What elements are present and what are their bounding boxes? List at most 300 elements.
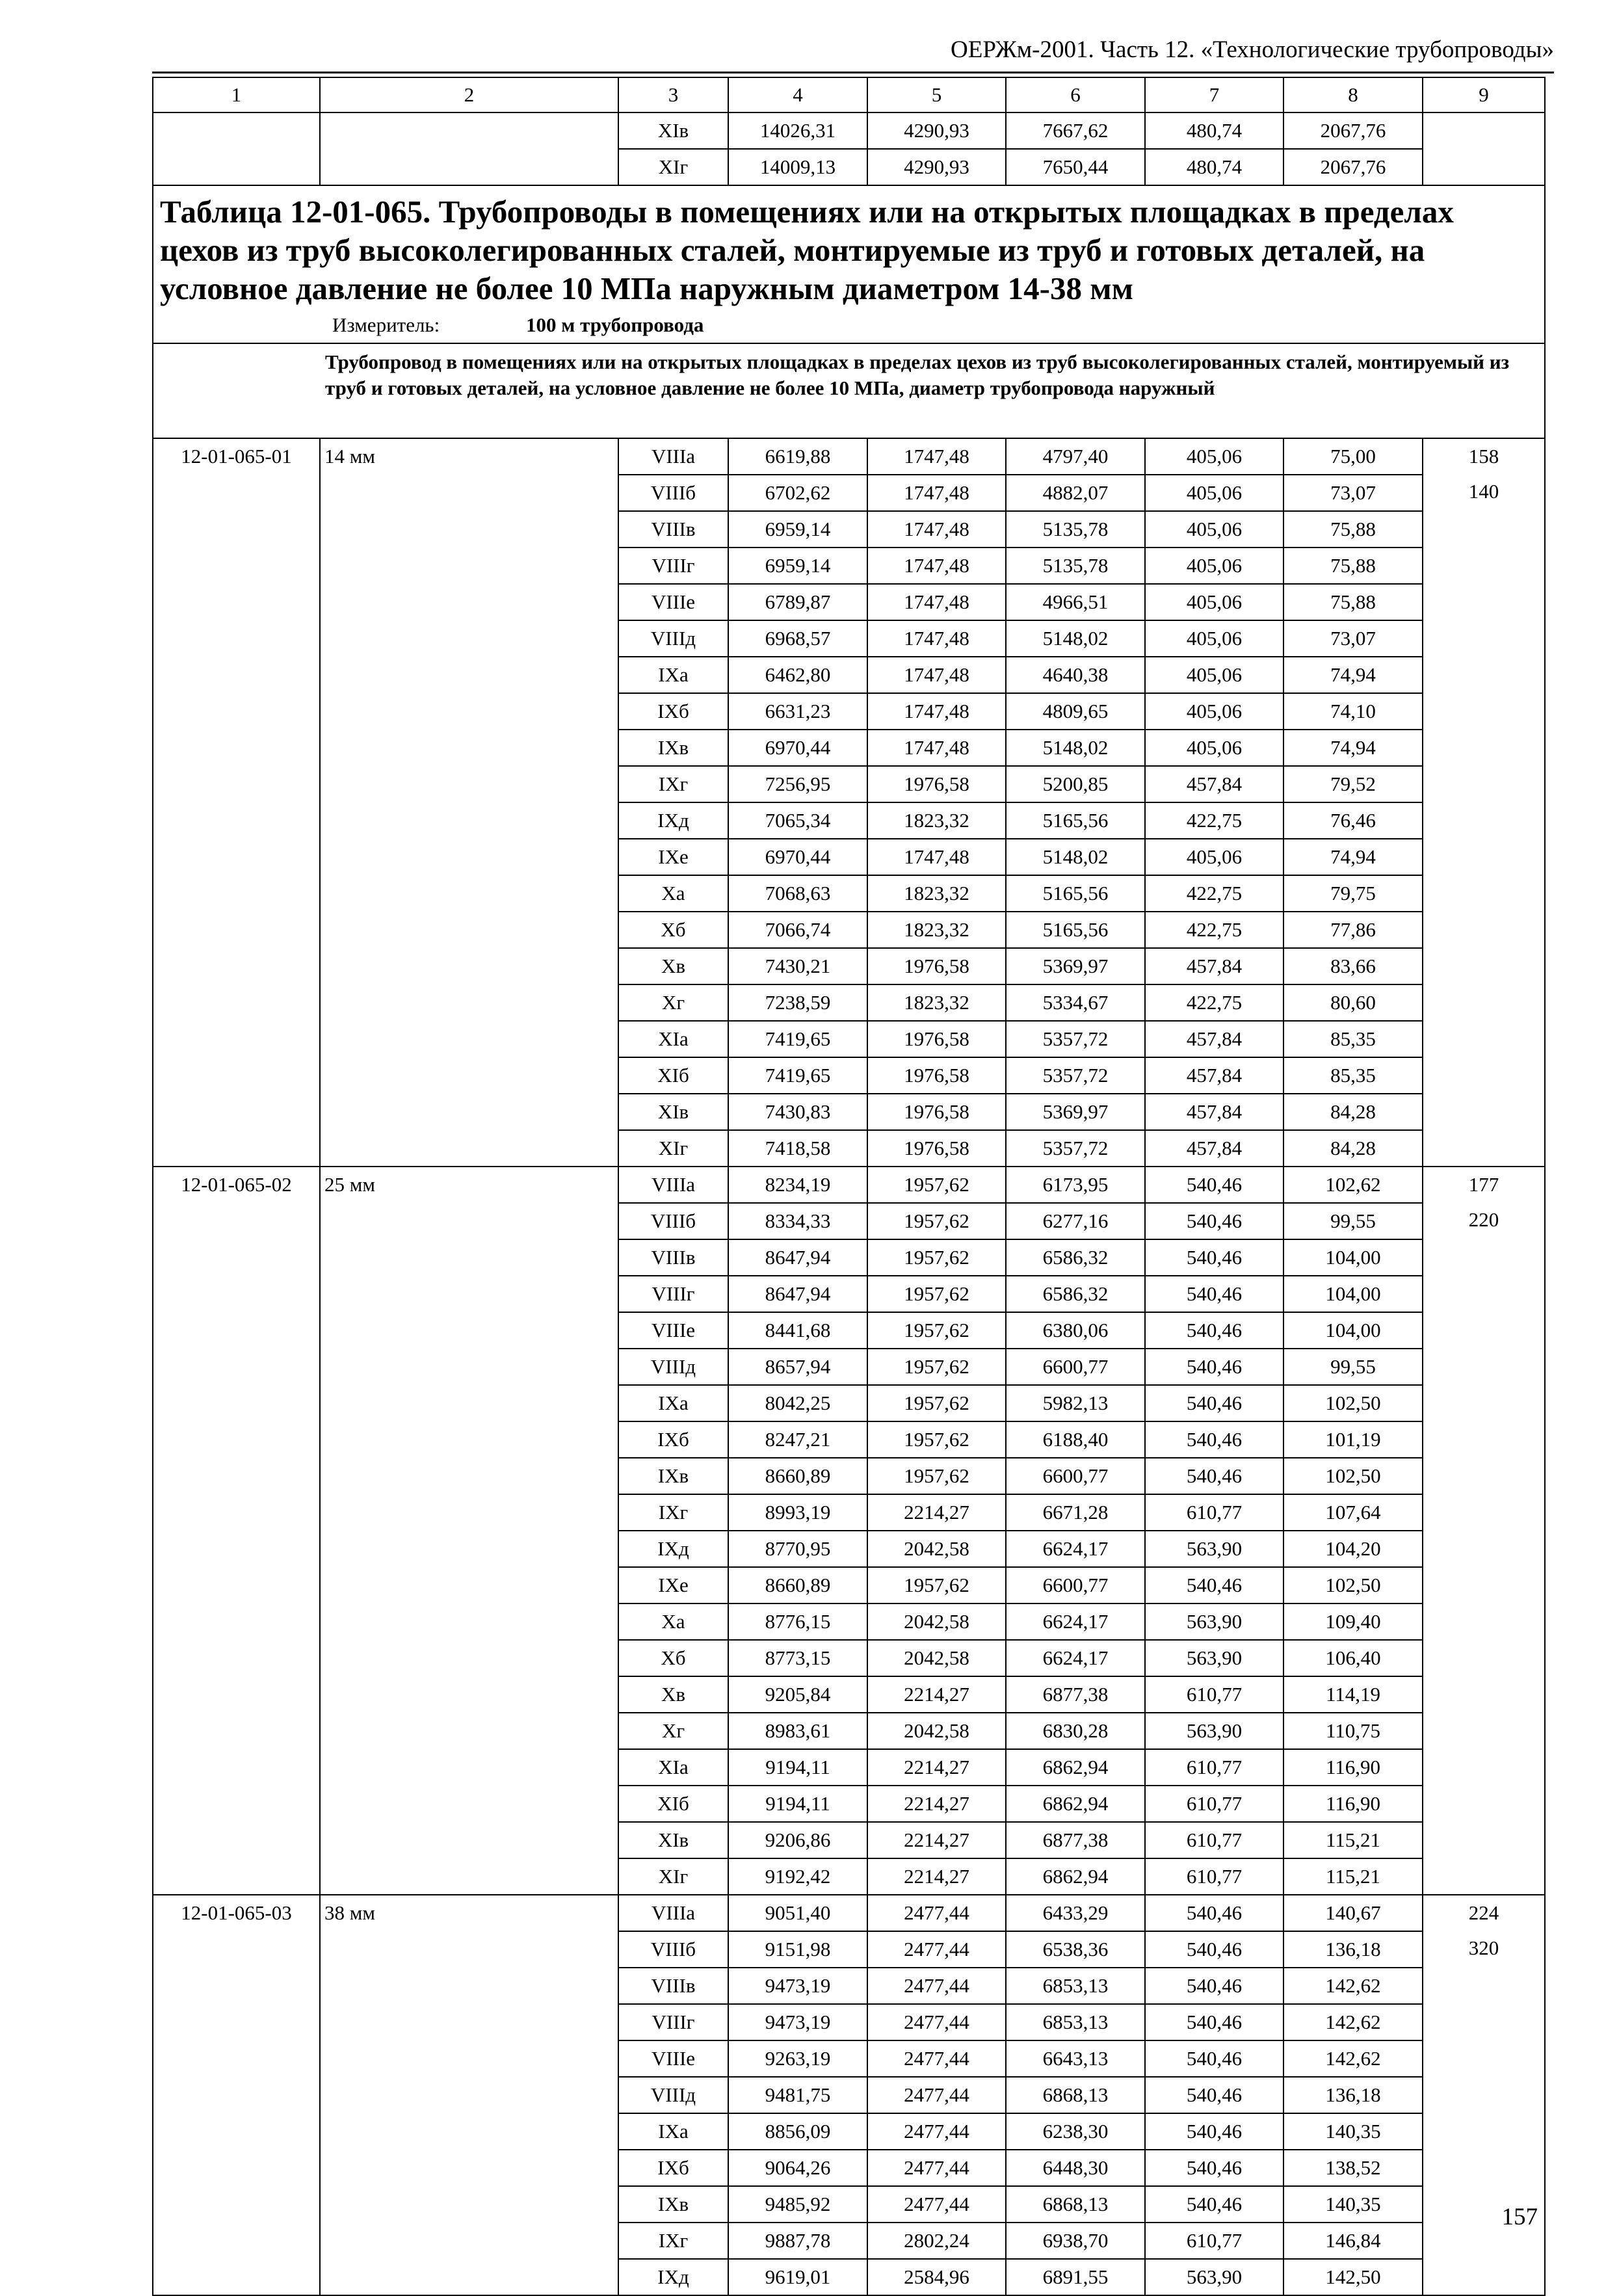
cost-operators-pay: 457,84 bbox=[1145, 1130, 1283, 1167]
pipe-diameter: 14 мм bbox=[320, 438, 618, 1167]
labor-hours-value: 158 bbox=[1468, 445, 1499, 468]
cost-total: 9473,19 bbox=[728, 1968, 867, 2004]
labor-hours-value: 177 bbox=[1468, 1173, 1499, 1196]
cost-operators-pay: 405,06 bbox=[1145, 548, 1283, 584]
pipe-class: XIв bbox=[618, 1822, 728, 1858]
cost-machines: 5369,97 bbox=[1006, 948, 1145, 984]
cost-labor: 2477,44 bbox=[867, 2186, 1006, 2223]
cost-operators-pay: 563,90 bbox=[1145, 2259, 1283, 2295]
pipe-class: VIIIа bbox=[618, 438, 728, 475]
cost-materials: 74,94 bbox=[1283, 657, 1423, 693]
pipe-class: VIIIг bbox=[618, 2004, 728, 2040]
cost-operators-pay: 480,74 bbox=[1145, 112, 1283, 149]
cost-machines: 6600,77 bbox=[1006, 1349, 1145, 1385]
cost-total: 8334,33 bbox=[728, 1203, 867, 1239]
labor-hours bbox=[1423, 438, 1545, 1167]
cost-operators-pay: 540,46 bbox=[1145, 1349, 1283, 1385]
cost-materials: 140,67 bbox=[1283, 1895, 1423, 1931]
cost-materials: 85,35 bbox=[1283, 1057, 1423, 1094]
cost-materials: 110,75 bbox=[1283, 1713, 1423, 1749]
cost-labor: 1957,62 bbox=[867, 1349, 1006, 1385]
cost-labor: 1747,48 bbox=[867, 438, 1006, 475]
cost-materials: 106,40 bbox=[1283, 1640, 1423, 1676]
rate-code: 12-01-065-02 bbox=[153, 1167, 320, 1895]
cost-total: 7068,63 bbox=[728, 875, 867, 912]
cost-operators-pay: 540,46 bbox=[1145, 1931, 1283, 1968]
cost-operators-pay: 405,06 bbox=[1145, 511, 1283, 548]
cost-machines: 6891,55 bbox=[1006, 2259, 1145, 2295]
cost-operators-pay: 405,06 bbox=[1145, 620, 1283, 657]
cost-materials: 114,19 bbox=[1283, 1676, 1423, 1713]
cost-machines: 6448,30 bbox=[1006, 2150, 1145, 2186]
cost-machines: 6830,28 bbox=[1006, 1713, 1145, 1749]
cost-operators-pay: 405,06 bbox=[1145, 730, 1283, 766]
rate-code: 12-01-065-01 bbox=[153, 438, 320, 1167]
pipe-class: XIа bbox=[618, 1749, 728, 1786]
cost-total: 9194,11 bbox=[728, 1749, 867, 1786]
pipe-class: Xа bbox=[618, 875, 728, 912]
cost-machines: 6862,94 bbox=[1006, 1749, 1145, 1786]
pipe-class: VIIIг bbox=[618, 548, 728, 584]
pipe-class: VIIIб bbox=[618, 1931, 728, 1968]
description-row bbox=[153, 343, 1545, 438]
cost-machines: 6877,38 bbox=[1006, 1822, 1145, 1858]
cost-labor: 1957,62 bbox=[867, 1276, 1006, 1312]
cost-total: 7419,65 bbox=[728, 1057, 867, 1094]
cost-total: 8441,68 bbox=[728, 1312, 867, 1349]
cost-operators-pay: 540,46 bbox=[1145, 2004, 1283, 2040]
column-number: 3 bbox=[618, 77, 728, 112]
cost-total: 6462,80 bbox=[728, 657, 867, 693]
cost-machines: 5135,78 bbox=[1006, 511, 1145, 548]
cost-operators-pay: 540,46 bbox=[1145, 2150, 1283, 2186]
pipe-class: VIIIб bbox=[618, 1203, 728, 1239]
cost-operators-pay: 422,75 bbox=[1145, 984, 1283, 1021]
cost-operators-pay: 540,46 bbox=[1145, 1239, 1283, 1276]
cost-total: 9206,86 bbox=[728, 1822, 867, 1858]
cost-machines: 6173,95 bbox=[1006, 1167, 1145, 1203]
cost-labor: 2584,96 bbox=[867, 2259, 1006, 2295]
cost-labor: 1957,62 bbox=[867, 1203, 1006, 1239]
header-rule bbox=[152, 72, 1554, 73]
cost-operators-pay: 457,84 bbox=[1145, 766, 1283, 802]
cost-total: 9205,84 bbox=[728, 1676, 867, 1713]
cost-machines: 6938,70 bbox=[1006, 2223, 1145, 2259]
cost-machines: 6600,77 bbox=[1006, 1458, 1145, 1494]
cost-total: 8856,09 bbox=[728, 2113, 867, 2150]
cost-operators-pay: 480,74 bbox=[1145, 149, 1283, 185]
page-number: 157 bbox=[1501, 2204, 1538, 2230]
cost-total: 14026,31 bbox=[728, 112, 867, 149]
cost-materials: 2067,76 bbox=[1283, 149, 1423, 185]
cost-labor: 1957,62 bbox=[867, 1385, 1006, 1421]
labor-hours-value: 320 bbox=[1468, 1936, 1499, 1959]
pipe-class: XIв bbox=[618, 112, 728, 149]
pipe-class: XIг bbox=[618, 1858, 728, 1895]
cost-machines: 6853,13 bbox=[1006, 1968, 1145, 2004]
pipe-class: IXб bbox=[618, 693, 728, 730]
cost-machines: 7667,62 bbox=[1006, 112, 1145, 149]
table-title-cell bbox=[153, 185, 1545, 343]
cost-operators-pay: 563,90 bbox=[1145, 1640, 1283, 1676]
cost-materials: 107,64 bbox=[1283, 1494, 1423, 1531]
cost-machines: 5982,13 bbox=[1006, 1385, 1145, 1421]
pipe-class: Xб bbox=[618, 912, 728, 948]
cost-total: 6631,23 bbox=[728, 693, 867, 730]
cost-labor: 4290,93 bbox=[867, 112, 1006, 149]
cost-operators-pay: 405,06 bbox=[1145, 657, 1283, 693]
cost-labor: 1957,62 bbox=[867, 1567, 1006, 1603]
cost-materials: 74,10 bbox=[1283, 693, 1423, 730]
continued-table-row bbox=[153, 112, 1545, 149]
pipe-class: Xг bbox=[618, 1713, 728, 1749]
cost-operators-pay: 457,84 bbox=[1145, 948, 1283, 984]
cost-operators-pay: 540,46 bbox=[1145, 1895, 1283, 1931]
cost-operators-pay: 405,06 bbox=[1145, 438, 1283, 475]
cost-total: 9485,92 bbox=[728, 2186, 867, 2223]
cost-labor: 2802,24 bbox=[867, 2223, 1006, 2259]
cost-materials: 146,84 bbox=[1283, 2223, 1423, 2259]
cost-materials: 115,21 bbox=[1283, 1858, 1423, 1895]
cost-total: 9473,19 bbox=[728, 2004, 867, 2040]
cost-operators-pay: 540,46 bbox=[1145, 2077, 1283, 2113]
cost-labor: 2214,27 bbox=[867, 1786, 1006, 1822]
labor-hours bbox=[1423, 112, 1545, 185]
pipe-class: VIIIв bbox=[618, 1968, 728, 2004]
pipe-class: IXа bbox=[618, 1385, 728, 1421]
cost-machines: 6586,32 bbox=[1006, 1276, 1145, 1312]
cost-machines: 6868,13 bbox=[1006, 2077, 1145, 2113]
cost-labor: 1957,62 bbox=[867, 1167, 1006, 1203]
cost-total: 6959,14 bbox=[728, 548, 867, 584]
cost-operators-pay: 422,75 bbox=[1145, 802, 1283, 839]
cost-labor: 2042,58 bbox=[867, 1603, 1006, 1640]
cost-labor: 2477,44 bbox=[867, 2040, 1006, 2077]
cost-materials: 75,88 bbox=[1283, 511, 1423, 548]
cost-machines: 4797,40 bbox=[1006, 438, 1145, 475]
cost-total: 6959,14 bbox=[728, 511, 867, 548]
cost-total: 8234,19 bbox=[728, 1167, 867, 1203]
cost-machines: 6238,30 bbox=[1006, 2113, 1145, 2150]
cost-total: 8660,89 bbox=[728, 1458, 867, 1494]
cost-machines: 6853,13 bbox=[1006, 2004, 1145, 2040]
cost-operators-pay: 540,46 bbox=[1145, 1276, 1283, 1312]
pipe-class: Xв bbox=[618, 948, 728, 984]
cost-machines: 5148,02 bbox=[1006, 730, 1145, 766]
cost-total: 9887,78 bbox=[728, 2223, 867, 2259]
cost-operators-pay: 422,75 bbox=[1145, 912, 1283, 948]
cost-labor: 2477,44 bbox=[867, 2113, 1006, 2150]
cost-total: 7430,21 bbox=[728, 948, 867, 984]
cost-operators-pay: 405,06 bbox=[1145, 693, 1283, 730]
pipe-class: VIIIе bbox=[618, 2040, 728, 2077]
cost-operators-pay: 610,77 bbox=[1145, 1676, 1283, 1713]
cost-materials: 115,21 bbox=[1283, 1822, 1423, 1858]
table-row bbox=[153, 1895, 1545, 1931]
cost-machines: 6671,28 bbox=[1006, 1494, 1145, 1531]
pipe-class: XIа bbox=[618, 1021, 728, 1057]
pipe-diameter: 25 мм bbox=[320, 1167, 618, 1895]
cost-operators-pay: 405,06 bbox=[1145, 839, 1283, 875]
pipe-class: IXд bbox=[618, 1531, 728, 1567]
cost-operators-pay: 540,46 bbox=[1145, 1968, 1283, 2004]
cost-operators-pay: 610,77 bbox=[1145, 1858, 1283, 1895]
cost-labor: 2477,44 bbox=[867, 2077, 1006, 2113]
column-number: 7 bbox=[1145, 77, 1283, 112]
cost-total: 8647,94 bbox=[728, 1276, 867, 1312]
cost-materials: 2067,76 bbox=[1283, 112, 1423, 149]
cost-operators-pay: 457,84 bbox=[1145, 1094, 1283, 1130]
pipe-class: VIIIг bbox=[618, 1276, 728, 1312]
column-number: 4 bbox=[728, 77, 867, 112]
column-number: 9 bbox=[1423, 77, 1545, 112]
cost-total: 6702,62 bbox=[728, 475, 867, 511]
pipe-class: VIIIа bbox=[618, 1895, 728, 1931]
pipe-class: XIг bbox=[618, 1130, 728, 1167]
cost-machines: 6188,40 bbox=[1006, 1421, 1145, 1458]
cost-labor: 2214,27 bbox=[867, 1858, 1006, 1895]
cost-total: 9481,75 bbox=[728, 2077, 867, 2113]
cost-labor: 1976,58 bbox=[867, 1057, 1006, 1094]
cost-operators-pay: 563,90 bbox=[1145, 1603, 1283, 1640]
cost-machines: 6624,17 bbox=[1006, 1531, 1145, 1567]
pipe-class: VIIIв bbox=[618, 1239, 728, 1276]
pipe-class: IXб bbox=[618, 1421, 728, 1458]
cost-machines: 6624,17 bbox=[1006, 1603, 1145, 1640]
cost-labor: 1957,62 bbox=[867, 1458, 1006, 1494]
cost-operators-pay: 540,46 bbox=[1145, 1567, 1283, 1603]
cost-operators-pay: 540,46 bbox=[1145, 1385, 1283, 1421]
cost-labor: 1747,48 bbox=[867, 693, 1006, 730]
cost-materials: 140,35 bbox=[1283, 2113, 1423, 2150]
cost-materials: 101,19 bbox=[1283, 1421, 1423, 1458]
column-number: 5 bbox=[867, 77, 1006, 112]
column-number: 1 bbox=[153, 77, 320, 112]
cost-total: 9192,42 bbox=[728, 1858, 867, 1895]
cost-total: 9051,40 bbox=[728, 1895, 867, 1931]
cost-materials: 84,28 bbox=[1283, 1094, 1423, 1130]
cost-total: 9151,98 bbox=[728, 1931, 867, 1968]
cost-total: 6970,44 bbox=[728, 730, 867, 766]
cost-labor: 1747,48 bbox=[867, 730, 1006, 766]
labor-hours-value: 140 bbox=[1468, 480, 1499, 503]
cost-operators-pay: 540,46 bbox=[1145, 1167, 1283, 1203]
pipe-class: XIб bbox=[618, 1057, 728, 1094]
pipe-class: IXд bbox=[618, 802, 728, 839]
cost-machines: 5357,72 bbox=[1006, 1130, 1145, 1167]
cost-labor: 1747,48 bbox=[867, 475, 1006, 511]
cost-total: 7238,59 bbox=[728, 984, 867, 1021]
cost-materials: 109,40 bbox=[1283, 1603, 1423, 1640]
rates-table bbox=[152, 77, 1546, 2296]
column-number: 6 bbox=[1006, 77, 1145, 112]
pipe-class: VIIIв bbox=[618, 511, 728, 548]
cost-materials: 84,28 bbox=[1283, 1130, 1423, 1167]
cost-materials: 138,52 bbox=[1283, 2150, 1423, 2186]
cost-materials: 142,62 bbox=[1283, 2004, 1423, 2040]
cost-materials: 83,66 bbox=[1283, 948, 1423, 984]
table-title: Таблица 12-01-065. Трубопроводы в помещениях или на открытых площадках в пределах цехов из труб высоколегированных сталей, монтируемые из труб и готовых деталей, на условное давление не более 10 МПа наружным диаметром 14-38 мм bbox=[160, 194, 1454, 306]
cost-operators-pay: 540,46 bbox=[1145, 1458, 1283, 1494]
cost-machines: 6380,06 bbox=[1006, 1312, 1145, 1349]
pipe-class: VIIIд bbox=[618, 2077, 728, 2113]
pipe-class: Xг bbox=[618, 984, 728, 1021]
cost-operators-pay: 457,84 bbox=[1145, 1021, 1283, 1057]
cost-total: 8042,25 bbox=[728, 1385, 867, 1421]
cost-total: 7419,65 bbox=[728, 1021, 867, 1057]
work-description: Трубопровод в помещениях или на открытых площадках в пределах цехов из труб высоколегированных сталей, монтируемый из труб и готовых деталей, на условное давление не более 10 МПа, диаметр трубопровода наружный bbox=[153, 343, 1545, 438]
cost-total: 8993,19 bbox=[728, 1494, 867, 1531]
cost-machines: 6868,13 bbox=[1006, 2186, 1145, 2223]
cost-machines: 6538,36 bbox=[1006, 1931, 1145, 1968]
cost-labor: 2477,44 bbox=[867, 1968, 1006, 2004]
cost-machines: 4966,51 bbox=[1006, 584, 1145, 620]
pipe-class: IXв bbox=[618, 2186, 728, 2223]
cost-operators-pay: 540,46 bbox=[1145, 2040, 1283, 2077]
cost-total: 9619,01 bbox=[728, 2259, 867, 2295]
cost-materials: 102,50 bbox=[1283, 1458, 1423, 1494]
cost-materials: 102,50 bbox=[1283, 1385, 1423, 1421]
cost-machines: 6600,77 bbox=[1006, 1567, 1145, 1603]
cost-materials: 79,75 bbox=[1283, 875, 1423, 912]
cost-labor: 1747,48 bbox=[867, 511, 1006, 548]
cost-machines: 4882,07 bbox=[1006, 475, 1145, 511]
cost-machines: 6862,94 bbox=[1006, 1858, 1145, 1895]
cost-machines: 5369,97 bbox=[1006, 1094, 1145, 1130]
cost-machines: 7650,44 bbox=[1006, 149, 1145, 185]
cost-materials: 73,07 bbox=[1283, 620, 1423, 657]
cost-materials: 77,86 bbox=[1283, 912, 1423, 948]
cost-total: 8770,95 bbox=[728, 1531, 867, 1567]
cost-total: 9263,19 bbox=[728, 2040, 867, 2077]
cost-total: 14009,13 bbox=[728, 149, 867, 185]
pipe-class: Xб bbox=[618, 1640, 728, 1676]
cost-labor: 2214,27 bbox=[867, 1676, 1006, 1713]
cost-total: 7066,74 bbox=[728, 912, 867, 948]
cost-labor: 4290,93 bbox=[867, 149, 1006, 185]
pipe-class: IXг bbox=[618, 1494, 728, 1531]
cost-materials: 116,90 bbox=[1283, 1749, 1423, 1786]
cost-labor: 1823,32 bbox=[867, 984, 1006, 1021]
cost-labor: 1976,58 bbox=[867, 766, 1006, 802]
pipe-class: IXд bbox=[618, 2259, 728, 2295]
cost-machines: 5135,78 bbox=[1006, 548, 1145, 584]
cost-labor: 2042,58 bbox=[867, 1531, 1006, 1567]
running-header: ОЕРЖм-2001. Часть 12. «Технологические трубопроводы» bbox=[951, 36, 1554, 63]
cost-materials: 85,35 bbox=[1283, 1021, 1423, 1057]
cost-operators-pay: 563,90 bbox=[1145, 1531, 1283, 1567]
cost-total: 8983,61 bbox=[728, 1713, 867, 1749]
cost-materials: 99,55 bbox=[1283, 1349, 1423, 1385]
column-number-row bbox=[153, 77, 1545, 112]
cost-operators-pay: 610,77 bbox=[1145, 1494, 1283, 1531]
cost-operators-pay: 563,90 bbox=[1145, 1713, 1283, 1749]
cost-total: 9194,11 bbox=[728, 1786, 867, 1822]
cost-total: 8247,21 bbox=[728, 1421, 867, 1458]
cost-total: 6970,44 bbox=[728, 839, 867, 875]
cost-machines: 5148,02 bbox=[1006, 839, 1145, 875]
cost-total: 9064,26 bbox=[728, 2150, 867, 2186]
rate-code bbox=[153, 112, 320, 185]
cost-labor: 1823,32 bbox=[867, 802, 1006, 839]
cost-operators-pay: 610,77 bbox=[1145, 2223, 1283, 2259]
cost-materials: 79,52 bbox=[1283, 766, 1423, 802]
cost-materials: 75,88 bbox=[1283, 548, 1423, 584]
pipe-class: VIIIа bbox=[618, 1167, 728, 1203]
cost-materials: 116,90 bbox=[1283, 1786, 1423, 1822]
pipe-class: IXа bbox=[618, 2113, 728, 2150]
cost-materials: 102,62 bbox=[1283, 1167, 1423, 1203]
cost-materials: 142,50 bbox=[1283, 2259, 1423, 2295]
cost-labor: 1957,62 bbox=[867, 1312, 1006, 1349]
cost-materials: 80,60 bbox=[1283, 984, 1423, 1021]
cost-labor: 1747,48 bbox=[867, 620, 1006, 657]
pipe-class: IXа bbox=[618, 657, 728, 693]
cost-operators-pay: 540,46 bbox=[1145, 2186, 1283, 2223]
cost-machines: 6586,32 bbox=[1006, 1239, 1145, 1276]
pipe-class: IXе bbox=[618, 1567, 728, 1603]
cost-operators-pay: 610,77 bbox=[1145, 1786, 1283, 1822]
cost-total: 6619,88 bbox=[728, 438, 867, 475]
cost-operators-pay: 405,06 bbox=[1145, 475, 1283, 511]
cost-machines: 5357,72 bbox=[1006, 1021, 1145, 1057]
cost-labor: 1747,48 bbox=[867, 548, 1006, 584]
cost-machines: 5165,56 bbox=[1006, 912, 1145, 948]
meter-label: Измеритель: bbox=[332, 313, 440, 336]
cost-machines: 6862,94 bbox=[1006, 1786, 1145, 1822]
labor-hours bbox=[1423, 1895, 1545, 2295]
pipe-class: VIIIе bbox=[618, 1312, 728, 1349]
cost-total: 7065,34 bbox=[728, 802, 867, 839]
cost-machines: 5334,67 bbox=[1006, 984, 1145, 1021]
pipe-class: XIг bbox=[618, 149, 728, 185]
cost-total: 8773,15 bbox=[728, 1640, 867, 1676]
unit-of-measure bbox=[160, 313, 1538, 337]
cost-materials: 75,88 bbox=[1283, 584, 1423, 620]
cost-total: 7256,95 bbox=[728, 766, 867, 802]
cost-labor: 1976,58 bbox=[867, 1021, 1006, 1057]
cost-materials: 104,00 bbox=[1283, 1276, 1423, 1312]
cost-materials: 104,00 bbox=[1283, 1239, 1423, 1276]
pipe-class: XIб bbox=[618, 1786, 728, 1822]
work-name bbox=[320, 112, 618, 185]
cost-machines: 4640,38 bbox=[1006, 657, 1145, 693]
pipe-class: VIIIе bbox=[618, 584, 728, 620]
cost-labor: 1823,32 bbox=[867, 912, 1006, 948]
pipe-class: Xа bbox=[618, 1603, 728, 1640]
table-row bbox=[153, 1167, 1545, 1203]
cost-materials: 140,35 bbox=[1283, 2186, 1423, 2223]
cost-labor: 1976,58 bbox=[867, 1130, 1006, 1167]
cost-materials: 75,00 bbox=[1283, 438, 1423, 475]
pipe-class: IXб bbox=[618, 2150, 728, 2186]
cost-operators-pay: 540,46 bbox=[1145, 1203, 1283, 1239]
labor-hours-value: 220 bbox=[1468, 1208, 1499, 1231]
cost-materials: 74,94 bbox=[1283, 730, 1423, 766]
cost-materials: 99,55 bbox=[1283, 1203, 1423, 1239]
cost-materials: 102,50 bbox=[1283, 1567, 1423, 1603]
labor-hours bbox=[1423, 1167, 1545, 1895]
cost-materials: 74,94 bbox=[1283, 839, 1423, 875]
cost-materials: 104,20 bbox=[1283, 1531, 1423, 1567]
pipe-class: VIIIб bbox=[618, 475, 728, 511]
table-row bbox=[153, 438, 1545, 475]
cost-materials: 104,00 bbox=[1283, 1312, 1423, 1349]
cost-labor: 2042,58 bbox=[867, 1640, 1006, 1676]
pipe-class: IXе bbox=[618, 839, 728, 875]
cost-total: 8657,94 bbox=[728, 1349, 867, 1385]
cost-operators-pay: 422,75 bbox=[1145, 875, 1283, 912]
